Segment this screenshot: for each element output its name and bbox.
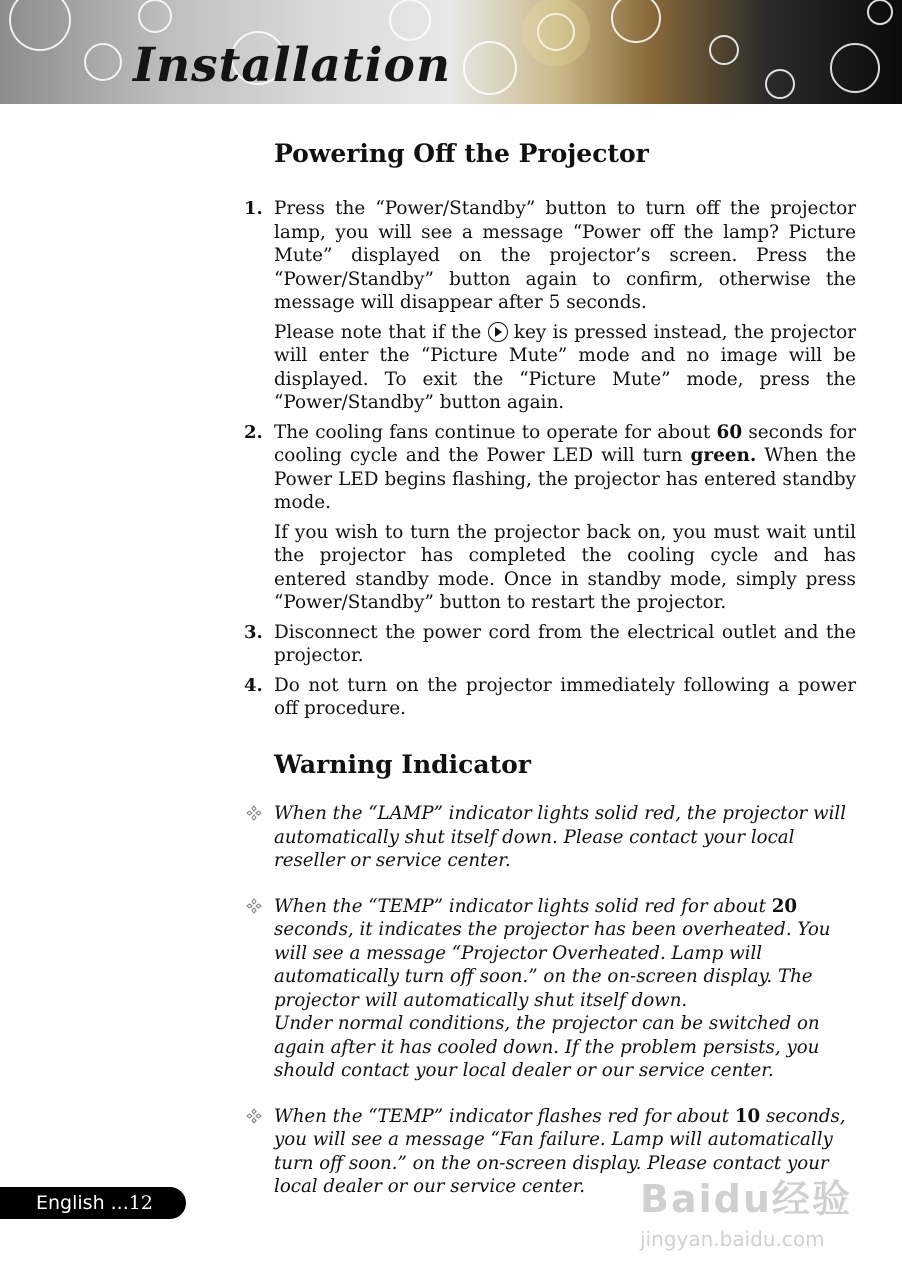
play-button-icon — [488, 322, 508, 342]
warning-text: When the “TEMP” indicator lights solid red for about 20 seconds, it indicates the projector has been overheated. You will see a message “Projector Overheated. Lamp will automatically turn off soon.” on the on-screen display. The projector will automatically shut itself down. — [274, 895, 831, 1011]
watermark-url: jingyan.baidu.com — [640, 1227, 825, 1251]
list-item — [244, 674, 856, 721]
page-number-badge — [0, 1187, 186, 1219]
warning-text: When the “LAMP” indicator lights solid red, the projector will automatically shut itself down. Please contact your local reseller or service center. — [274, 803, 847, 871]
list-item — [244, 197, 856, 415]
step-text: Do not turn on the projector immediately following a power off procedure. — [274, 674, 856, 719]
list-item — [244, 802, 856, 873]
four-diamond-bullet-icon — [246, 898, 262, 914]
list-item — [244, 421, 856, 615]
list-item — [244, 895, 856, 1083]
step-text: Disconnect the power cord from the electrical outlet and the projector. — [274, 621, 856, 666]
watermark-logo: Baidu经验 — [640, 1177, 852, 1221]
step-note: Please note that if the key is pressed instead, the projector will enter the “Picture Mute” mode and no image will be displayed. To exit the “Picture Mute” mode, press the “Power/Standby” button again. — [274, 321, 856, 413]
four-diamond-bullet-icon — [246, 1108, 262, 1124]
warning-note: Under normal conditions, the projector can be switched on again after it has cooled down. If the problem persists, you should contact your local dealer or our service center. — [274, 1013, 820, 1081]
step-text: Press the “Power/Standby” button to turn off the projector lamp, you will see a message “Power off the lamp? Picture Mute” displayed on the projector’s screen. Press the “Power/Standby” button again to confirm, otherwise the message will disappear after 5 seconds. — [274, 198, 856, 313]
header-banner — [0, 0, 902, 104]
page-title: Installation — [133, 38, 452, 93]
section-heading-powering-off: Powering Off the Projector — [274, 139, 649, 168]
warning-text: When the “TEMP” indicator flashes red for about 10 seconds, you will see a message “Fan failure. Lamp will automatically turn off soon.” on the on-screen display. Please contact your local dealer or our service center. — [274, 1105, 846, 1197]
step-number: 4. — [244, 674, 263, 696]
page-number: 12 — [128, 1192, 153, 1214]
list-item — [244, 621, 856, 668]
step-number: 2. — [244, 421, 263, 443]
step-number: 3. — [244, 621, 263, 643]
warning-list — [244, 802, 856, 1221]
powering-off-steps — [244, 197, 856, 727]
step-text: The cooling fans continue to operate for about 60 seconds for cooling cycle and the Power LED will turn green. When the Power LED begins flashing, the projector has entered standby mode. — [274, 421, 856, 513]
section-heading-warning-indicator: Warning Indicator — [274, 750, 531, 779]
step-number: 1. — [244, 198, 263, 219]
step-note: If you wish to turn the projector back on, you must wait until the projector has completed the cooling cycle and has entered standby mode. Once in standby mode, simply press “Power/Standby” button to restart the projector. — [274, 521, 856, 613]
footer-language: English ... — [36, 1192, 129, 1214]
baidu-watermark — [640, 1168, 870, 1258]
four-diamond-bullet-icon — [246, 805, 262, 821]
